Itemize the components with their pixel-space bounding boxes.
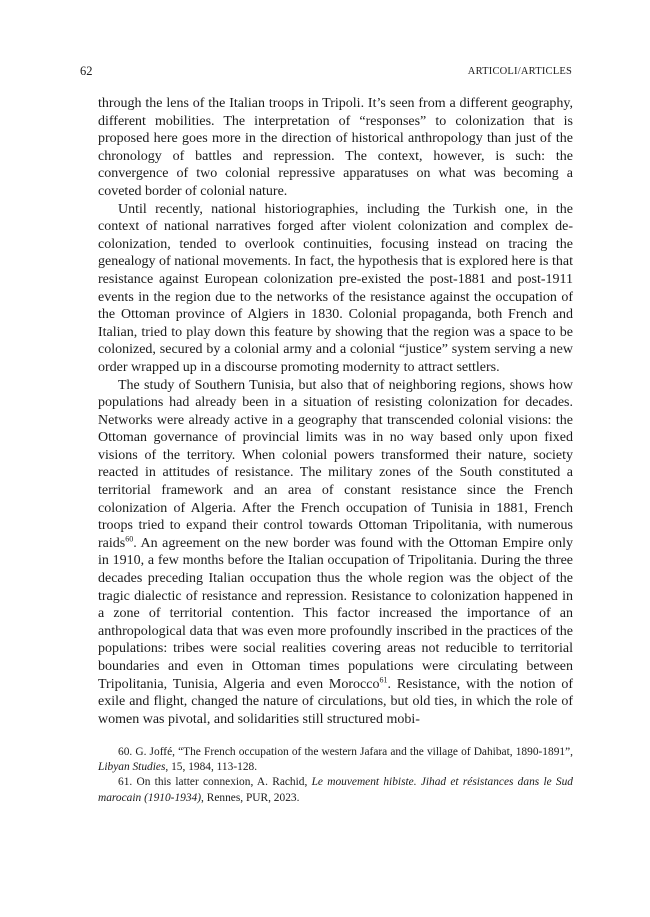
- footnote-61: [98, 775, 573, 805]
- running-head: ARTICOLI/ARTICLES: [467, 66, 572, 77]
- paragraph-text: . Resistance, with the notion of exile and flight, changed the nature of circulations, but old ties, in which the role of women was pivotal, and solidarities still structured mobi-: [98, 676, 573, 727]
- paragraph-text: . An agreement on the new border was found with the Ottoman Empire only in 1910, a few months before the Italian occupation of Tripolitania. During the three decades preceding Italian occupation thus the whole region was the object of the tragic dialectic of resistance and repression. Resistance to colonization happened in a zone of territorial contention. This factor increased the importance of an anthropological data that was even more profoundly inscribed in the practices of the populations: tribes were social realities covering areas not reducible to territorial boundaries and even in Ottoman times populations were circulating between Tripolitania, Tunisia, Algeria and even Morocco: [98, 535, 573, 692]
- paragraph-text: The study of Southern Tunisia, but also that of neighboring regions, shows how populations had already been in a situation of resisting colonization for decades. Networks were already active in a geography that transcended colonial visions: the Ottoman governance of provincial limits was in no way based only upon fixed visions of the territory. When colonial powers transformed their nature, society reacted in attitudes of resistance. The military zones of the South constituted a territorial framework and an area of constant resistance since the French colonization of Algeria. After the French occupation of Tunisia in 1881, French troops tried to expand their control towards Ottoman Tripolitania, with numerous raids: [98, 377, 573, 551]
- footnote-ref-61[interactable]: 61: [379, 674, 388, 684]
- footnote-ref-60[interactable]: 60: [125, 534, 134, 544]
- footnote-text: , 15, 1984, 113-128.: [165, 761, 258, 774]
- footnote-text: 60. G. Joffé, “The French occupation of the western Jafara and the village of Dahibat, 1890-1891”,: [118, 746, 573, 758]
- page-number: 62: [80, 64, 93, 78]
- journal-title: Libyan Studies: [98, 761, 166, 774]
- paragraph-text: Until recently, national historiographies, including the Turkish one, in the context of national narratives forged after violent colonization and complex decolonization, tended to overlook continuities, focusing instead on tracing the genealogy of national movements. In fact, the hypothesis that is explored here is that resistance against European colonization pre-existed the post-1881 and post-1911 events in the region due to the networks of the resistance against the occupation of the Ottoman province of Algiers in 1830. Colonial propaganda, both French and Italian, tried to play down this feature by showing that the region was a space to be colonized, secured by a colonial army and a colonial “justice” system serving a new order wrapped up in a discourse promoting modernity to attract settlers.: [98, 201, 573, 375]
- book-title: Le mouvement hibiste. Jihad et résistances dans le Sud marocain (1910-1934): [98, 776, 574, 804]
- paragraph: [98, 201, 573, 377]
- main-text: [98, 95, 573, 728]
- footnote-text: 61. On this latter connexion, A. Rachid,: [118, 776, 312, 789]
- footnotes: [98, 745, 573, 806]
- footnote-text: , Rennes, PUR, 2023.: [201, 791, 300, 804]
- footnote-60: [98, 745, 573, 775]
- paragraph: through the lens of the Italian troops in Tripoli. It’s seen from a different geography, different mobilities. The interpretation of “responses” to colonization that is proposed here goes more in the direction of historical anthropology than just of the chronology of battles and repression. The context, however, is such: the convergence of two colonial repressive apparatuses on what was becoming a coveted border of colonial nature.: [98, 96, 573, 199]
- paragraph: [98, 377, 573, 729]
